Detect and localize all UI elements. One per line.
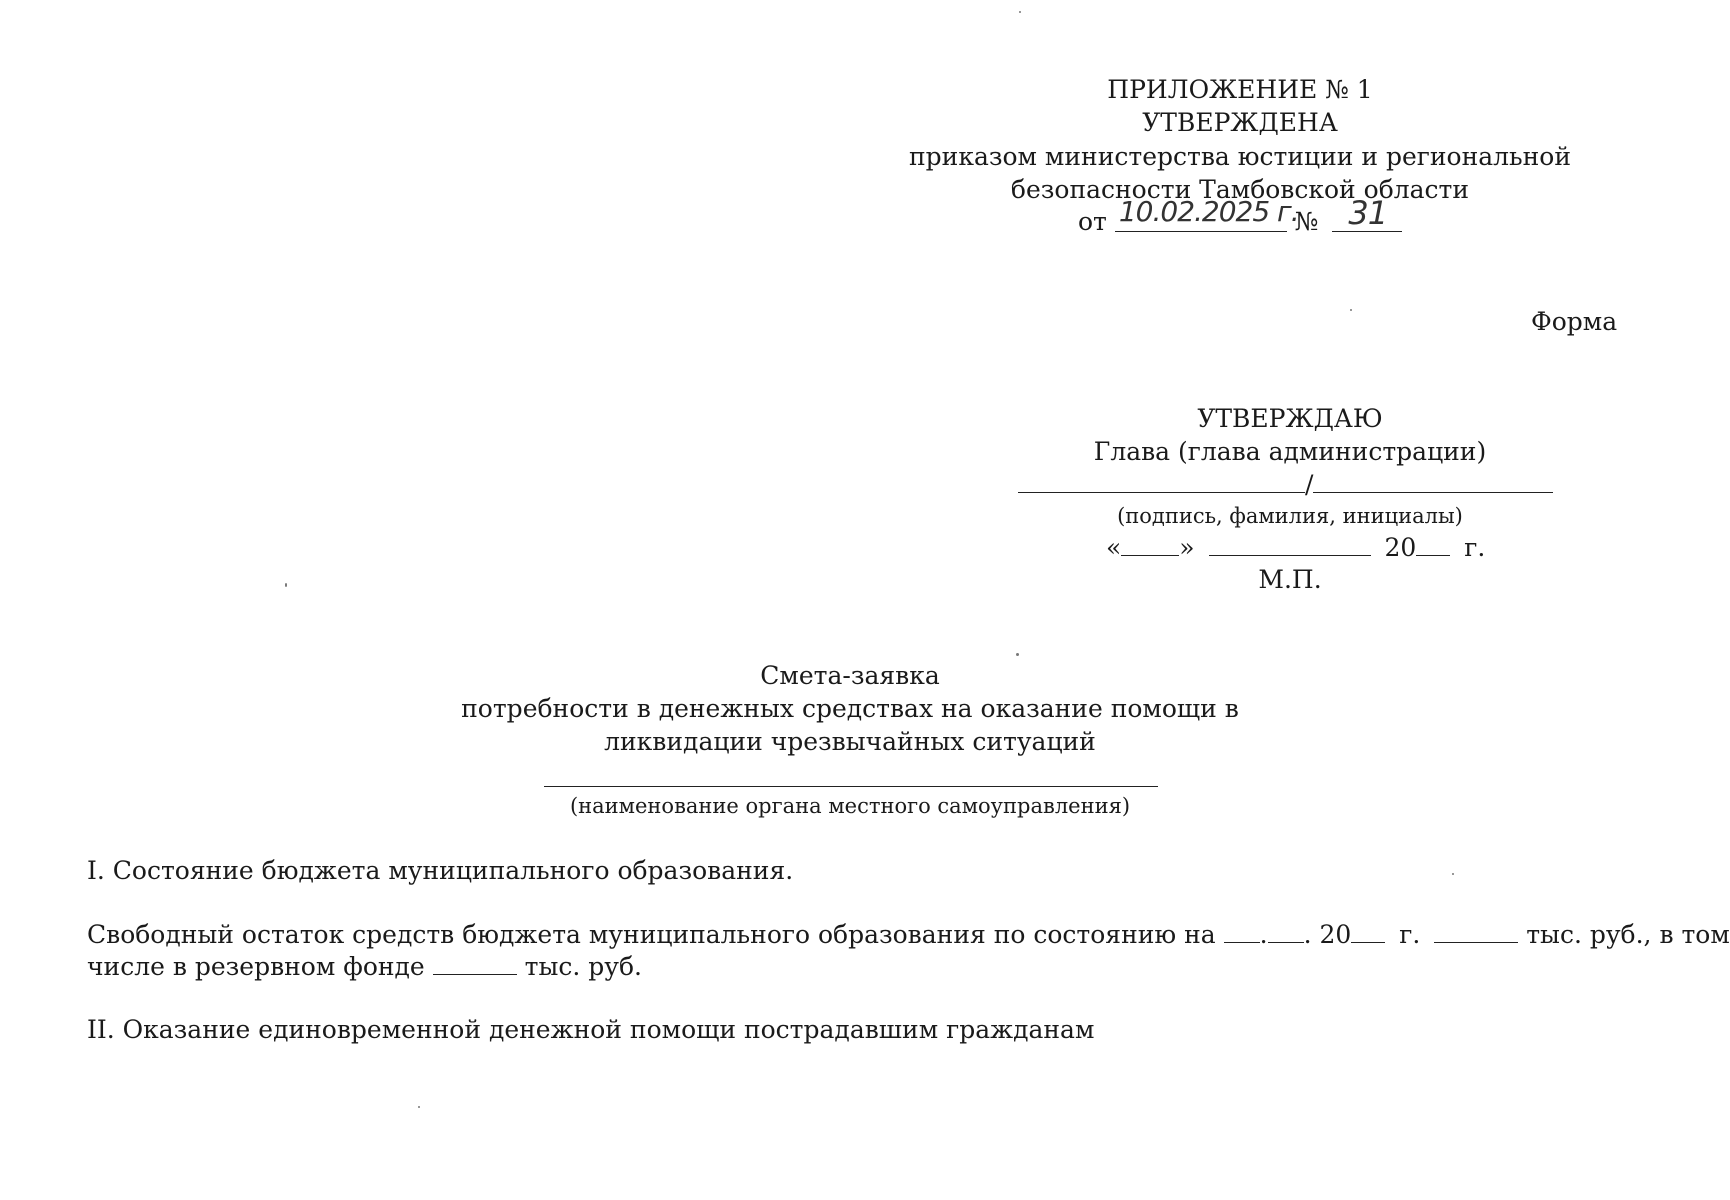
balance-year-blank [1351, 941, 1385, 943]
form-label: Форма [1531, 307, 1618, 336]
signature-blank [1018, 491, 1305, 493]
date-prefix: от [1078, 207, 1107, 236]
scan-speck [285, 583, 287, 587]
scan-speck [1452, 873, 1454, 875]
balance-year-prefix: . 20 [1303, 920, 1352, 949]
quote-close: » [1179, 533, 1195, 562]
balance-dot: . [1259, 920, 1268, 949]
balance-day-blank [1224, 941, 1260, 943]
reserve-text: числе в резервном фонде [87, 952, 425, 981]
signature-slash: / [1305, 470, 1314, 499]
number-field [1332, 194, 1402, 232]
title-line-3: ликвидации чрезвычайных ситуаций [604, 727, 1096, 756]
handwritten-number: 31 [1348, 194, 1388, 232]
appendix-label: ПРИЛОЖЕНИЕ № 1 [1107, 75, 1373, 104]
balance-year-suffix: г. [1399, 920, 1421, 949]
reserve-amount-blank [433, 973, 517, 975]
signature-line [1018, 470, 1553, 499]
order-date-line [1078, 194, 1402, 236]
signature-caption: (подпись, фамилия, инициалы) [1117, 504, 1463, 528]
balance-month-blank [1268, 941, 1304, 943]
stamp-label: М.П. [1258, 565, 1322, 594]
head-title: Глава (глава администрации) [1093, 437, 1487, 466]
reserve-unit: тыс. руб. [524, 952, 642, 981]
year-blank [1416, 554, 1450, 556]
year-prefix: 20 [1384, 533, 1417, 562]
org-caption: (наименование органа местного самоуправления) [569, 794, 1131, 818]
handwritten-date: 10.02.2025 г. [1118, 195, 1299, 228]
scan-speck [1016, 653, 1019, 656]
balance-line-2 [87, 952, 642, 981]
title-line-1: Смета-заявка [760, 661, 940, 690]
quote-open: « [1106, 533, 1122, 562]
year-suffix: г. [1464, 533, 1486, 562]
section-1-title: I. Состояние бюджета муниципального образования. [87, 856, 794, 885]
balance-line-1 [87, 920, 1730, 949]
balance-text: Свободный остаток средств бюджета муниципального образования по состоянию на [87, 920, 1216, 949]
order-line-1: приказом министерства юстиции и региональной [908, 142, 1572, 171]
day-blank [1121, 554, 1179, 556]
order-line-2: безопасности Тамбовской области [1010, 175, 1470, 204]
date-field [1115, 195, 1299, 232]
balance-amount-blank [1434, 941, 1518, 943]
scan-speck [1019, 11, 1021, 13]
name-blank [1313, 491, 1553, 493]
approval-date-line [1106, 533, 1485, 562]
org-name-blank [544, 786, 1158, 787]
section-2-title: II. Оказание единовременной денежной помощи пострадавшим гражданам [87, 1015, 1095, 1044]
month-blank [1209, 554, 1371, 556]
balance-unit: тыс. руб., в том [1526, 920, 1730, 949]
number-label: № [1294, 207, 1319, 236]
scan-speck [1350, 309, 1352, 311]
approved-label: УТВЕРЖДЕНА [1142, 108, 1338, 137]
scan-speck [418, 1106, 420, 1108]
approve-title: УТВЕРЖДАЮ [1197, 404, 1383, 433]
title-line-2: потребности в денежных средствах на оказание помощи в [461, 694, 1239, 723]
